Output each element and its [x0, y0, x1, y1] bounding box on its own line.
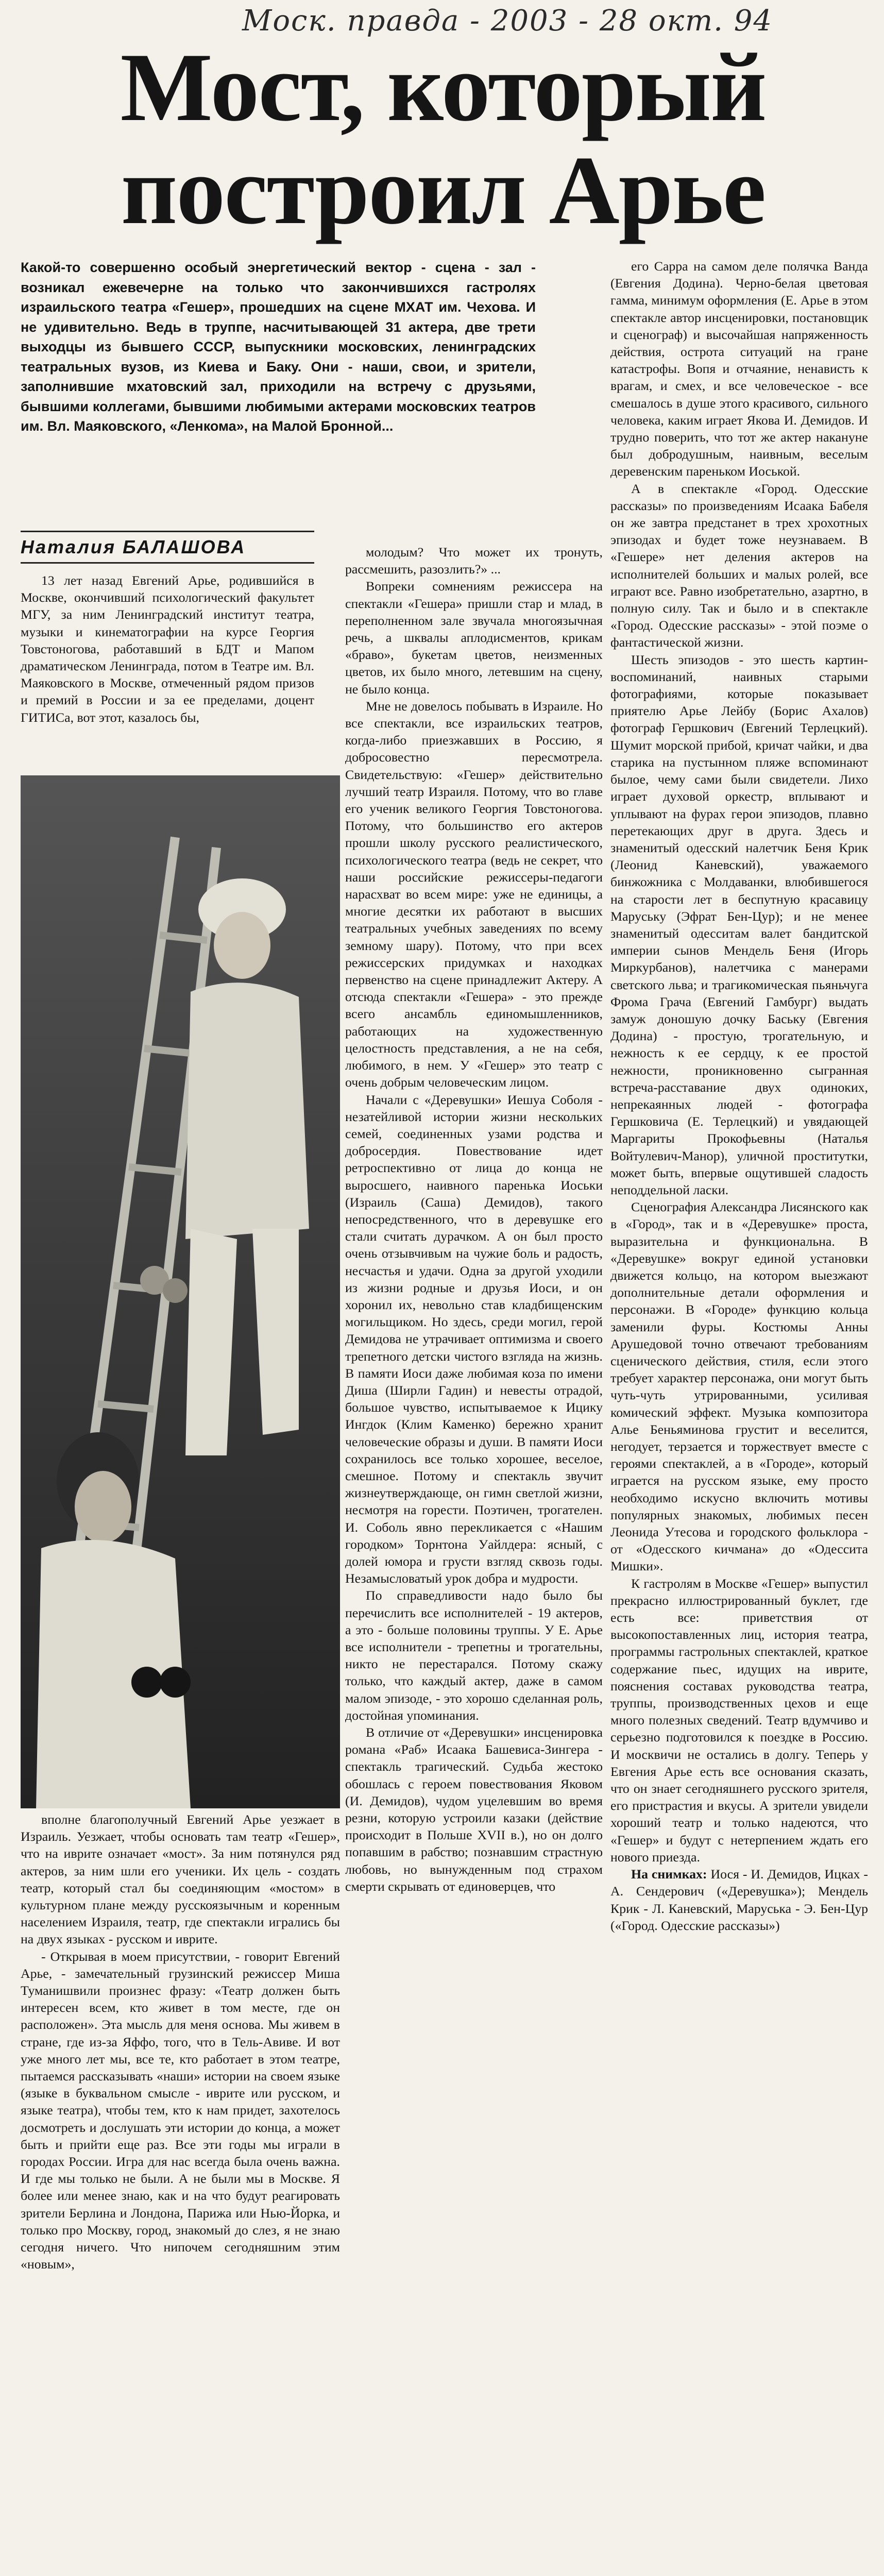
- photo-ladder-scene: [21, 775, 340, 1808]
- column-2: [345, 544, 603, 2576]
- paragraph: Вопреки сомнениям режиссера на спектакли «Гешера» пришли стар и млад, в переполненном зале звучала многоязычная речь, а шквалы аплодисментов, крикам «браво», букетам цветов, неизменных цветов, их было много, летевшим на сцену, не было конца.: [345, 579, 603, 697]
- paragraph: А в спектакле «Город. Одесские рассказы» по произведениям Исаака Бабеля он же завтра предстанет в трех хрохотных эпизодах и будет тоже неузнаваем. В «Гешере» нет деления актеров на исполнителей больших и малых ролей, все играют все. Равно изобретательно, азартно, в полную силу. Так и было и в спектакле «Город. Одесские рассказы» - этой поэме о фантастической жизни.: [610, 481, 868, 650]
- lead-paragraph: Какой-то совершенно особый энергетический вектор - сцена - зал - возникал ежевечерне на только что закончившихся гастролях израильского театра «Гешер», прошедших на сцене МХАТ им. Чехова. И не удивительно. Ведь в труппе, насчитывающей 31 актера, две трети выходцы из бывшего СССР, выпускники московских, ленинградских театральных вузов, из Киева и Баку. Они - наши, свои, и зрители, заполнившие мхатовский зал, приходили на встречу с друзьями, бывшими коллегами, бывшими любимыми актерами московских театров им. Вл. Маяковского, «Ленкома», на Малой Бронной...: [21, 260, 536, 434]
- paragraph: молодым? Что может их тронуть, рассмешить, разозлить?» ...: [345, 545, 603, 577]
- paragraph: 13 лет назад Евгений Арье, родившийся в Москве, окончивший психологический факультет МГУ, за ним Ленинградский институт театра, музыки и кинематографии на курсе Георгия Товстоногова, работавший в БДТ и Мапом драматическом Ленинграда, потом в Театре им. Вл. Маяковского в Москве, отмеченный рядом призов и премий в России и за ее пределами, доцент ГИТИСа, вот этот, казалось бы,: [21, 573, 314, 725]
- column-3: [610, 258, 868, 2571]
- photo-caption: [610, 1866, 868, 1934]
- paragraph: вполне благополучный Евгений Арье уезжает в Израиль. Уезжает, чтобы основать там театр «Гешер», что на иврите означает «мост». За ним потянулся ряд актеров, за ним шли его ученики. Их цель - создать театр, который стал бы соединяющим «мостом» в культурном плане между русскоязычным и коренным населением Израиля, театр, где спектакли игрались бы на двух языках - русском и иврите.: [21, 1812, 340, 1947]
- photo-caption-text: Иося - И. Демидов, Ицках - А. Сендерович («Деревушка»); Мендель Крик - Л. Каневский, Маруська - Э. Бен-Цур («Город. Одесские рассказы»): [610, 1867, 868, 1933]
- column-1-top: [21, 572, 314, 773]
- paragraph: Мне не довелось побывать в Израиле. Но все спектакли, все израильских театров, когда-либо приезжавших в Россию, я добросовестно пересмотрела. Свидетельствую: «Гешер» действительно лучший театр Израиля. Потому, что во главе его ученик великого Георгия Товстоногова. Потому, что большинство его актеров прошли школу русского реалистического, психологического театра (ведь не секрет, что наши российские режиссеры-педагоги нарасхват во всем мире: уже не единицы, а многие десятки их работают в высших театральных учебных заведениях по всему земному шару). Потому, что при всех режиссерских придумках и находках первенство на сцене принадлежит Актеру. А отсюда спектакли «Гешера» - это прежде всего ансамбль единомышленников, работающих на художественную целостность представления, а не на себя, любимого, в нем. У «Гешер» это театр с очень добрым человеческим лицом.: [345, 698, 603, 1090]
- paragraph: Сценография Александра Лисянского как в «Город», так и в «Деревушке» проста, выразительна и функциональна. В «Деревушке» вокруг единой установки движется кольцо, на котором выезжают дополнительные детали оформления и персонажи. В «Городе» функцию кольца заменили фуры. Костюмы Анны Арушедовой точно отвечают требованиям сценического действия, стиля, если этого требует характер персонажа, они могут быть чуть-чуть утрированными, усиливая комический эффект. Музыка композитора Алье Беньяминова грустит и веселится, негодует, терзается и торжествует вместе с героями спектаклей, а в «Городе», который играется на русском языке, ему просто необходимо искусно включить мотивы популярных знакомых, любимых песен Леонида Утесова и городского фольклора - от «Одесского кичмана» до «Одессита Мишки».: [610, 1199, 868, 1574]
- photo-caption-label: На снимках:: [631, 1867, 711, 1882]
- paragraph: В отличие от «Деревушки» инсценировка романа «Раб» Исаака Башевиса-Зингера - спектакль трагический. Судьба жестоко обошлась с героем повествования Яковом (И. Демидов), чудом уцелевшим во время резни, которую устроили казаки (действие происходит в Польше XVII в.), но он долго попавшим в рабство; познавшим страстную любовь, но вынужденным под страхом смерти скрывать от единоверцев, что: [345, 1725, 603, 1894]
- column-1-bottom: [21, 1811, 340, 2576]
- handwritten-date-note: Моск. правда - 2003 - 28 окт. 94: [242, 4, 773, 38]
- paragraph: По справедливости надо было бы перечислить все исполнителей - 19 актеров, а это - больше половины труппы. У Е. Арье все исполнители - трепетны и трогательны, никто не перестарался. Потому скажу только, что каждый актер, даже в самом малом эпизоде, - это хорошо сделанная роль, достойная упоминания.: [345, 1588, 603, 1723]
- paragraph: - Открывая в моем присутствии, - говорит Евгений Арье, - замечательный грузинский режиссер Миша Туманишвили произнес фразу: «Театр должен быть интересен всем, кто живет в том месте, где он расположен». Эта мысль для меня основа. Мы живем в стране, где из-за Яффо, того, что в Тель-Авиве. И вот уже много лет мы, все те, кто работает в этом театре, пытаемся рассказывать «наши» истории на своем языке (языке в буквальном смысле - иврите или русском, и языке театра), чтобы тем, кто к нам придет, захотелось досмотреть и дослушать эти истории до конца, а может быть и прийти еще раз. Все эти годы мы играли в городах России. Игра для нас всегда была очень важна. И где мы только не были. А не были мы в Москве. Я более или менее знаю, как и на что будут реагировать зрители Берлина и Лондона, Парижа или Нью-Йорка, и только про Москву, город, знакомый до слез, я не знаю сегодня ничего. Что нипочем сегодняшним этим «новым»,: [21, 1948, 340, 2272]
- paragraph: его Сарра на самом деле полячка Ванда (Евгения Додина). Черно-белая цветовая гамма, минимум оформления (Е. Арье в этом спектакле автор инсценировки, постановщик и сценограф) и высочайшая напряженность действия, острота ситуаций на гране катастрофы. Вопя и отчаяние, ненависть к врагам, и смех, и все человеческое - все смешалось в душе этого красивого, сильного человека, каким играет Якова И. Демидов. И трудно поверить, что тот же актер накануне был добродушным, наивным, веселым деревенским пареньком Иоськой.: [610, 259, 868, 479]
- headline: [21, 33, 865, 245]
- headline-line-1: Мост, который: [120, 33, 766, 142]
- paragraph: К гастролям в Москве «Гешер» выпустил прекрасно иллюстрированный буклет, где есть все: приветствия от высокопоставленных лиц, история театра, программы гастрольных спектаклей, краткое содержание пьес, идущих на иврите, пояснения составах руководства театра, труппы, производственных цехов и еще много полезных сведений. Театр вдумчиво и серьезно подготовился к поездке в Россию. И москвичи не остались в долгу. Теперь у Евгения Арье есть все основания сказать, что он знает сегодняшнего русского зрителя, его пристрастия и вкусы. А зрители увидели хороший театр и только надеются, что «Гешер» и будут с нетерпением ждать его нового приезда.: [610, 1575, 868, 1865]
- author-byline: Наталия БАЛАШОВА: [21, 531, 314, 564]
- headline-line-2: построил Арье: [121, 137, 766, 245]
- paragraph: Начали с «Деревушки» Иешуа Соболя - незатейливой истории жизни нескольких семей, соединенных узами родства и добросердия. Повествование идет ретроспективно от лица до конца не выросшего, наивного паренька Иоськи (Израиль (Саша) Демидов), такого непосредственного, что в деревушке его стали считать дурачком. А он был просто очень отзывчивым на чужие боль и радость, несчастья и удачи. Одна за другой уходили из жизни родные и друзья Иоси, и он хоронил их, невольно став кладбищенским могильщиком. Но здесь, среди могил, герой Демидова не утрачивает оптимизма и своего трепетного детски чистого взгляда на жизнь. В памяти Иоси даже любимая коза по имени Диша (Ширли Гадин) и невесты отрадой, большое чувство, испытываемое к Ицику Ингдок (Клим Каменко) бережно хранит человеческие образы и души. В памяти Иоси сохранилось все только хорошее, веселое, смешное. Потому и спектакль звучит жизнеутверждающе, он гимн светлой жизни, несмотря на горести. Поэтичен, трогателен. И. Соболь явно перекликается с «Нашим городком» Торнтона Уайлдера: ясный, с долей юмора и грусти взгляд сквозь годы. Незамысловатый урок добра и мудрости.: [345, 1092, 603, 1586]
- paragraph: Шесть эпизодов - это шесть картин-воспоминаний, наивных старыми фотографиями, которые показывает приятелю Арье Лейбу (Борис Ахалов) фотограф Гершкович (Евгений Терлецкий). Шумит морской прибой, кричат чайки, и два старика на пустынном пляже вспоминают былое, чему сами были свидетели. Лихо играет духовой оркестр, вплывают и уплывают на фурах герои эпизодов, плавно перетекающих друг в друга. Здесь и знаменитый одесский налетчик Беня Крик (Леонид Каневский), уважаемого бинжожника с Молдаванки, влюбившегося на старости лет в беспутную красавицу Маруську (Эфрат Бен-Цур); и не менее знаменитый одесситам валет бандитской империи сынов Мендель Беня (Игорь Миркурбанов), налетчика с манерами светского льва; и трагикомическая пьяньчуга Фрома Грача (Евгений Гамбург) выдать замуж доношую дочку Баську (Евгения Додина) - простую, трогательную, и нежность к ее сердцу, к ее простой нежности, проникновенно сыгранная встреча-расставание двух одиноких, непрекаянных людей - фотографа Гершковича (Е. Терлецкий) и увядающей Маргариты Прокофьевны (Наталья Войтулевич-Манор), уличной проститутки, может быть, впервые ощутившей сладость неподдельной ласки.: [610, 652, 868, 1197]
